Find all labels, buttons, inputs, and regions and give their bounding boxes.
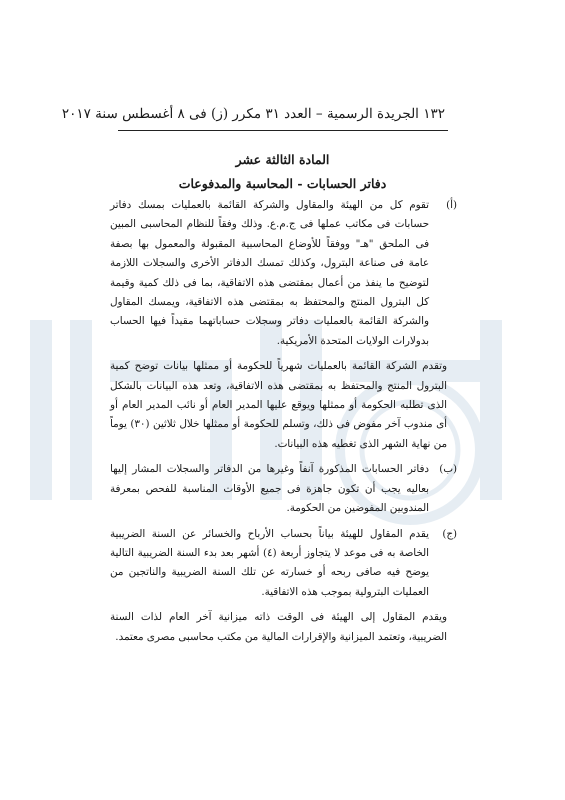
paragraph-text: ويقدم المقاول إلى الهيئة فى الوقت ذاته ميزانية آخر العام لذات السنة الضريبية، وتعتمد الميزانية والإقرارات المالية من مكتب محاسبى مصرى معتمد.: [110, 611, 447, 643]
paragraph-text: وتقدم الشركة القائمة بالعمليات شهرياً للحكومة أو ممثلها بيانات توضح كمية البترول المنتج والمحتفظ به بمقتضى هذه الاتفاقية، وتعد هذه البيانات بالشكل الذى تطلبه الحكومة أو ممثلها ويوقع عليها المدير العام أو نائب المدير العام أو أى مندوب آخر مفوض فى ذلك، وتسلم للحكومة أو ممثلها خلال ثلاثين (٣٠) يوماً من نهاية الشهر الذى تغطيه هذه البيانات.: [110, 360, 447, 450]
section-title: دفاتر الحسابات - المحاسبة والمدفوعات: [178, 176, 387, 191]
paragraph-text: تقوم كل من الهيئة والمقاول والشركة القائمة بالعمليات بمسك دفاتر حسابات فى مكاتب عملها فى ج.م.ع. وذلك وفقاً للنظام المحاسبى المبين فى الملحق "هـ" ووفقاً للأوضاع المحاسبية المقبولة والمعمول بها بصفة عامة فى صناعة البترول، وكذلك تمسك الدفاتر الأخرى والسجلات اللازمة لتوضيح ما ينفذ من أعمال بمقتضى هذه الاتفاقية، بما فى ذلك كمية وقيمة كل البترول المنتج والمحتفظ به بمقتضى هذه الاتفاقية، ويمسك المقاول والشركة القائمة بالعمليات دفاتر وسجلات حساباتهما مقيداً فيها الحساب بدولارات الولايات المتحدة الأمريكية.: [110, 199, 429, 347]
paragraph-c: [110, 525, 455, 603]
article-body: [110, 196, 455, 653]
paragraph-marker: (ب): [439, 463, 457, 476]
paragraph-c-continued: [110, 608, 455, 647]
paragraph-text: دفاتر الحسابات المذكورة آنفاً وغيرها من الدفاتر والسجلات المشار إليها بعاليه يجب أن تكون جاهزة فى جميع الأوقات المناسبة للفحص بمعرفة المندوبين المفوضين من الحكومة.: [110, 463, 429, 515]
paragraph-marker: (أ): [446, 199, 457, 211]
article-title: المادة الثالثة عشر: [235, 152, 330, 167]
header-divider: [118, 130, 448, 131]
paragraph-text: يقدم المقاول للهيئة بياناً بحساب الأرباح والخسائر عن السنة الضريبية الخاصة به فى موعد لا يتجاوز أربعة (٤) أشهر بعد بدء السنة الضريبية التالية يوضح فيه صافى ربحه أو خسارته عن تلك السنة الضريبية والناتجين من العمليات البترولية بموجب هذه الاتفاقية.: [110, 527, 429, 598]
paragraph-marker: (ج): [442, 527, 457, 540]
gazette-header: ١٣٢ الجريدة الرسمية – العدد ٣١ مكرر (ز) فى ٨ أغسطس سنة ٢٠١٧: [61, 106, 445, 122]
paragraph-b: [110, 460, 455, 518]
paragraph-a: [110, 196, 455, 351]
paragraph-a-continued: [110, 357, 455, 454]
